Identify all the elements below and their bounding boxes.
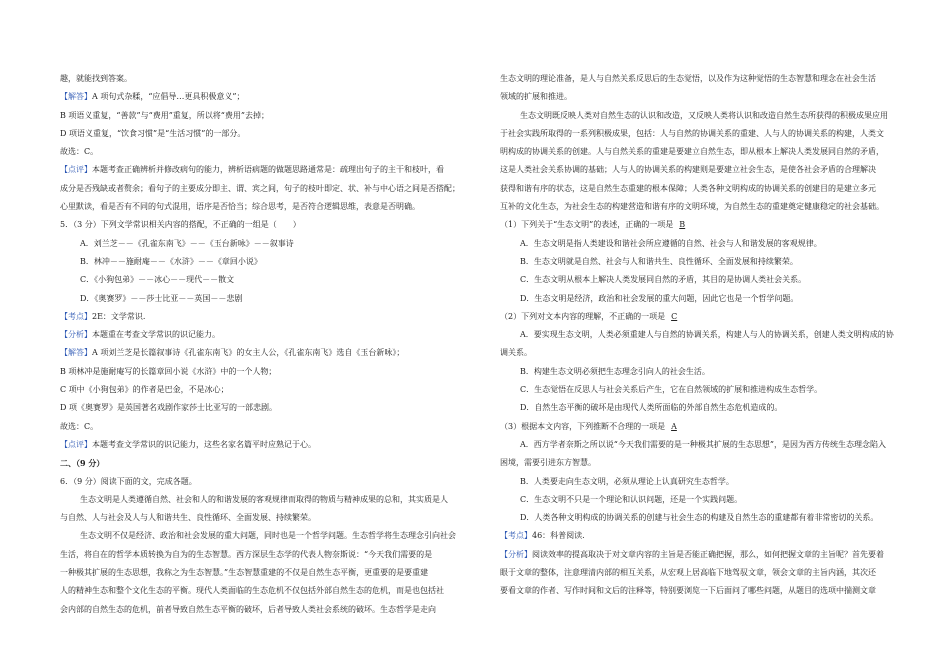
text-line bbox=[500, 436, 900, 454]
text-line bbox=[500, 180, 900, 198]
line-text: 成分是否残缺或者赘余；看句子的主要成分即主、谓、宾之间，句子的枝叶即定、状、补与中心语之间是否搭配； bbox=[60, 183, 460, 193]
line-text: C 项中《小狗包弟》的作者是巴金，不是冰心； bbox=[60, 385, 229, 395]
line-text: 本题考查文学常识的识记能力，这些名家名篇平时应熟记于心。 bbox=[92, 439, 316, 449]
text-line bbox=[60, 344, 470, 362]
line-text: 心里默读，看是否有不同的句式混用，语序是否恰当；综合思考，是否符合逻辑思维，表意是否明确。 bbox=[60, 202, 420, 212]
label-tag: 【分析】 bbox=[500, 549, 532, 559]
line-text: D 项语义重复，“饮食习惯”是“生活习惯”的一部分。 bbox=[60, 128, 246, 138]
text-line bbox=[60, 216, 470, 234]
line-text: D 项《奥赛罗》是英国著名戏剧作家莎士比亚写的一部悲剧。 bbox=[60, 403, 277, 413]
line-text: （3）根据本文内容，下列推断不合理的一项是 bbox=[500, 421, 666, 431]
line-text: 领域的扩展和推进。 bbox=[500, 92, 572, 102]
text-line bbox=[500, 399, 900, 417]
text-line bbox=[60, 326, 470, 344]
text-line bbox=[60, 253, 470, 271]
text-line bbox=[60, 418, 470, 436]
answer-blank: C bbox=[671, 311, 678, 321]
line-text: 生态文明不仅是经济、政治和社会发展的重大问题，同时也是一个哲学问题。生态哲学将生态理念引向社会 bbox=[80, 531, 456, 541]
line-text: B．林冲－－施耐庵－－《水浒》－－《章回小说》 bbox=[80, 256, 262, 266]
text-line bbox=[60, 308, 470, 326]
text-line bbox=[500, 198, 900, 216]
line-text: B．人类要走向生态文明，必须从理论上认真研究生态哲学。 bbox=[520, 476, 734, 486]
line-text: 一种极其扩展的生态思想，我称之为生态智慧。”生态智慧重建的不仅是自然生态平衡，更重要的是要重建 bbox=[60, 568, 429, 578]
label-tag: 【解答】 bbox=[60, 348, 92, 358]
text-line bbox=[500, 491, 900, 509]
line-text: 于社会实践所取得的一系列积极成果，包括：人与自然的协调关系的重建、人与人的协调关系的构建，人类文 bbox=[500, 128, 884, 138]
text-line bbox=[500, 70, 900, 88]
line-text: 明构成的协调关系的创建。人与自然关系的重建是要建立自然生态，即从根本上解决人类发展同自然的矛盾， bbox=[500, 147, 884, 157]
text-line bbox=[60, 436, 470, 454]
text-line bbox=[60, 399, 470, 417]
line-text: 二、（9 分） bbox=[60, 458, 105, 469]
line-text: 与自然、人与社会及人与人和谐共生、良性循环、全面发展、持续繁荣。 bbox=[60, 513, 316, 523]
line-text: 获得和谐有序的状态，这是自然生态重建的根本保障；人类各种文明构成的协调关系的创建目的是建立多元 bbox=[500, 183, 876, 193]
line-text: C．生态文明不只是一个理论和认识问题，还是一个实践问题。 bbox=[520, 494, 743, 504]
answer-blank: A bbox=[671, 421, 677, 431]
text-line bbox=[500, 161, 900, 179]
line-text: D．自然生态平衡的破坏是由现代人类所面临的外部自然生态危机造成的。 bbox=[520, 403, 783, 413]
text-line bbox=[60, 601, 470, 619]
line-text: 会内部的自然生态的危机，前者导致自然生态平衡的破坏，后者导致人类社会系统的破坏。生态哲学是走向 bbox=[60, 604, 436, 614]
text-line bbox=[500, 527, 900, 545]
text-line bbox=[500, 125, 900, 143]
line-text: 故选：C。 bbox=[60, 147, 99, 157]
line-text: A．西方学者奈斯之所以说“今天我们需要的是一种极其扩展的生态思想”，是因为西方传统生态理念陷入 bbox=[520, 439, 886, 449]
line-text: C．生态觉悟在反思人与社会关系后产生，它在自然领域的扩展和推进构成生态哲学。 bbox=[520, 385, 823, 395]
line-text: 人的精神生态和整个文化生态的平衡。现代人类面临的生态危机不仅包括外部自然生态的危机，而是也包括社 bbox=[60, 586, 444, 596]
line-text: A．刘兰芝－－《孔雀东南飞》－－《玉台新咏》－－叙事诗 bbox=[80, 238, 294, 248]
line-text: A．生态文明是指人类建设和谐社会所应遵循的自然、社会与人和谐发展的客观规律。 bbox=[520, 238, 822, 248]
text-line bbox=[500, 88, 900, 106]
line-text: 本题考查正确辨析并修改病句的能力，辨析语病题的做题思路通常是：疏理出句子的主干和枝叶，看 bbox=[92, 165, 444, 175]
line-text: A 项刘兰芝是长篇叙事诗《孔雀东南飞》的女主人公，《孔雀东南飞》选自《玉台新咏》； bbox=[92, 348, 405, 358]
text-line bbox=[500, 290, 900, 308]
line-text: 调关系。 bbox=[500, 348, 532, 358]
right-column bbox=[500, 70, 900, 601]
label-tag: 【解答】 bbox=[60, 92, 92, 102]
text-line bbox=[500, 564, 900, 582]
text-line bbox=[60, 527, 470, 545]
text-line bbox=[60, 271, 470, 289]
text-line bbox=[500, 107, 900, 125]
text-line bbox=[60, 180, 470, 198]
line-text: D．人类各种文明构成的协调关系的创建与社会生态的构建及自然生态的重建都有着非常密切的关系。 bbox=[520, 513, 879, 523]
label-tag: 【点评】 bbox=[60, 165, 92, 175]
line-text: B 项语义重复，“善款”与“费用”重复，所以将“费用”去掉； bbox=[60, 110, 269, 120]
text-line bbox=[500, 326, 900, 344]
text-line bbox=[500, 235, 900, 253]
text-line bbox=[60, 381, 470, 399]
text-line bbox=[60, 125, 470, 143]
text-line bbox=[60, 509, 470, 527]
line-text: 眼于文章的整体，注意理清内部的相互关系，从宏观上居高临下地驾驭文章，领会文章的主旨内涵，其次还 bbox=[500, 568, 876, 578]
text-line bbox=[500, 418, 900, 436]
text-line bbox=[60, 564, 470, 582]
text-line bbox=[60, 363, 470, 381]
line-text: A．要实现生态文明，人类必须重建人与自然的协调关系，构建人与人的协调关系，创建人类文明构成的协 bbox=[520, 330, 894, 340]
text-line bbox=[60, 198, 470, 216]
line-text: 本题重在考查文学常识的识记能力。 bbox=[92, 330, 220, 340]
text-line bbox=[500, 216, 900, 234]
text-line bbox=[60, 235, 470, 253]
left-column bbox=[60, 70, 470, 619]
line-text: C．生态文明从根本上解决人类发展同自然的矛盾，其目的是协调人类社会关系。 bbox=[520, 275, 807, 285]
text-line bbox=[60, 473, 470, 491]
text-line bbox=[500, 253, 900, 271]
answer-blank: B bbox=[679, 220, 686, 230]
line-text: B．构建生态文明必须把生态理念引向人的社会生活。 bbox=[520, 366, 710, 376]
text-line bbox=[60, 290, 470, 308]
label-tag: 【点评】 bbox=[60, 439, 92, 449]
line-text: D．《奥赛罗》－－莎士比亚－－英国－－悲剧 bbox=[80, 293, 243, 303]
line-text: 46：科普阅读. bbox=[532, 531, 585, 541]
text-line bbox=[500, 344, 900, 362]
text-line bbox=[500, 271, 900, 289]
text-line bbox=[60, 70, 470, 88]
line-text: 生态文明的理论准备，是人与自然关系反思后的生态觉悟，以及作为这种觉悟的生态智慧和理念在社会生活 bbox=[500, 74, 876, 83]
label-tag: 【分析】 bbox=[60, 330, 92, 340]
text-line bbox=[500, 473, 900, 491]
section-heading bbox=[60, 454, 470, 472]
line-text: 6．（9 分）阅读下面的文，完成各题。 bbox=[60, 476, 197, 486]
text-line bbox=[60, 143, 470, 161]
label-tag: 【考点】 bbox=[60, 311, 92, 321]
text-line bbox=[500, 363, 900, 381]
line-text: 阅读效率的提高取决于对文章内容的主旨是否能正确把握，那么，如何把握文章的主旨呢？首先要着 bbox=[532, 549, 884, 559]
text-line bbox=[60, 546, 470, 564]
line-text: 生态文明是人类遵循自然、社会和人的和谐发展的客观规律而取得的物质与精神成果的总和，其实质是人 bbox=[80, 494, 448, 504]
line-text: 生活，将自在的哲学本质转换为自为的生态智慧。西方深层生态学的代表人物奈斯说：“今天我们需要的是 bbox=[60, 549, 433, 559]
line-text: 5．（3 分）下列文学常识相关内容的搭配，不正确的一组是（ ） bbox=[60, 220, 301, 230]
line-text: 2E：文学常识. bbox=[92, 311, 146, 321]
line-text: 故选：C。 bbox=[60, 421, 99, 431]
text-line bbox=[60, 88, 470, 106]
line-text: 互补的文化生态，为社会生态的构建营造和谐有序的文明环境，为自然生态的重建奠定健康稳定的社会基础。 bbox=[500, 202, 884, 212]
text-line bbox=[500, 546, 900, 564]
text-line bbox=[500, 582, 900, 600]
text-line bbox=[60, 161, 470, 179]
line-text: A 项句式杂糅，“应倡导…更具积极意义”； bbox=[92, 92, 245, 102]
line-text: B 项林冲是施耐庵写的长篇章回小说《水浒》中的一个人物； bbox=[60, 366, 277, 376]
text-line bbox=[500, 509, 900, 527]
text-line bbox=[500, 381, 900, 399]
text-line bbox=[60, 107, 470, 125]
text-line bbox=[500, 308, 900, 326]
line-text: 困境，需要引进东方智慧。 bbox=[500, 458, 596, 468]
line-text: 生态文明既反映人类对自然生态的认识和改造，又反映人类将认识和改造自然生态所获得的积极成果应用 bbox=[520, 110, 888, 120]
line-text: （1）下列关于“生态文明”的表述，正确的一项是 bbox=[500, 220, 674, 230]
text-line bbox=[500, 143, 900, 161]
line-text: C．《小狗包弟》－－冰心－－现代－－散文 bbox=[80, 275, 235, 285]
line-text: 要看文章的作者、写作时间和文后的注释等，特别要浏览一下后面问了哪些问题，从题目的选项中揣测文章 bbox=[500, 586, 876, 596]
text-line bbox=[60, 491, 470, 509]
line-text: D．生态文明是经济，政治和社会发展的重大问题，因此它也是一个哲学问题。 bbox=[520, 293, 799, 303]
line-text: 这是人类社会关系协调的基础；人与人的协调关系的构建则是要建立社会生态，是使各社会矛盾的合理解决 bbox=[500, 165, 876, 175]
line-text: （2）下列对文本内容的理解，不正确的一项是 bbox=[500, 311, 666, 321]
line-text: 趣，就能找到答案。 bbox=[60, 74, 132, 83]
text-line bbox=[60, 582, 470, 600]
line-text: B．生态文明就是自然、社会与人和谐共生、良性循环、全面发展和持续繁荣。 bbox=[520, 256, 798, 266]
label-tag: 【考点】 bbox=[500, 531, 532, 541]
text-line bbox=[500, 454, 900, 472]
